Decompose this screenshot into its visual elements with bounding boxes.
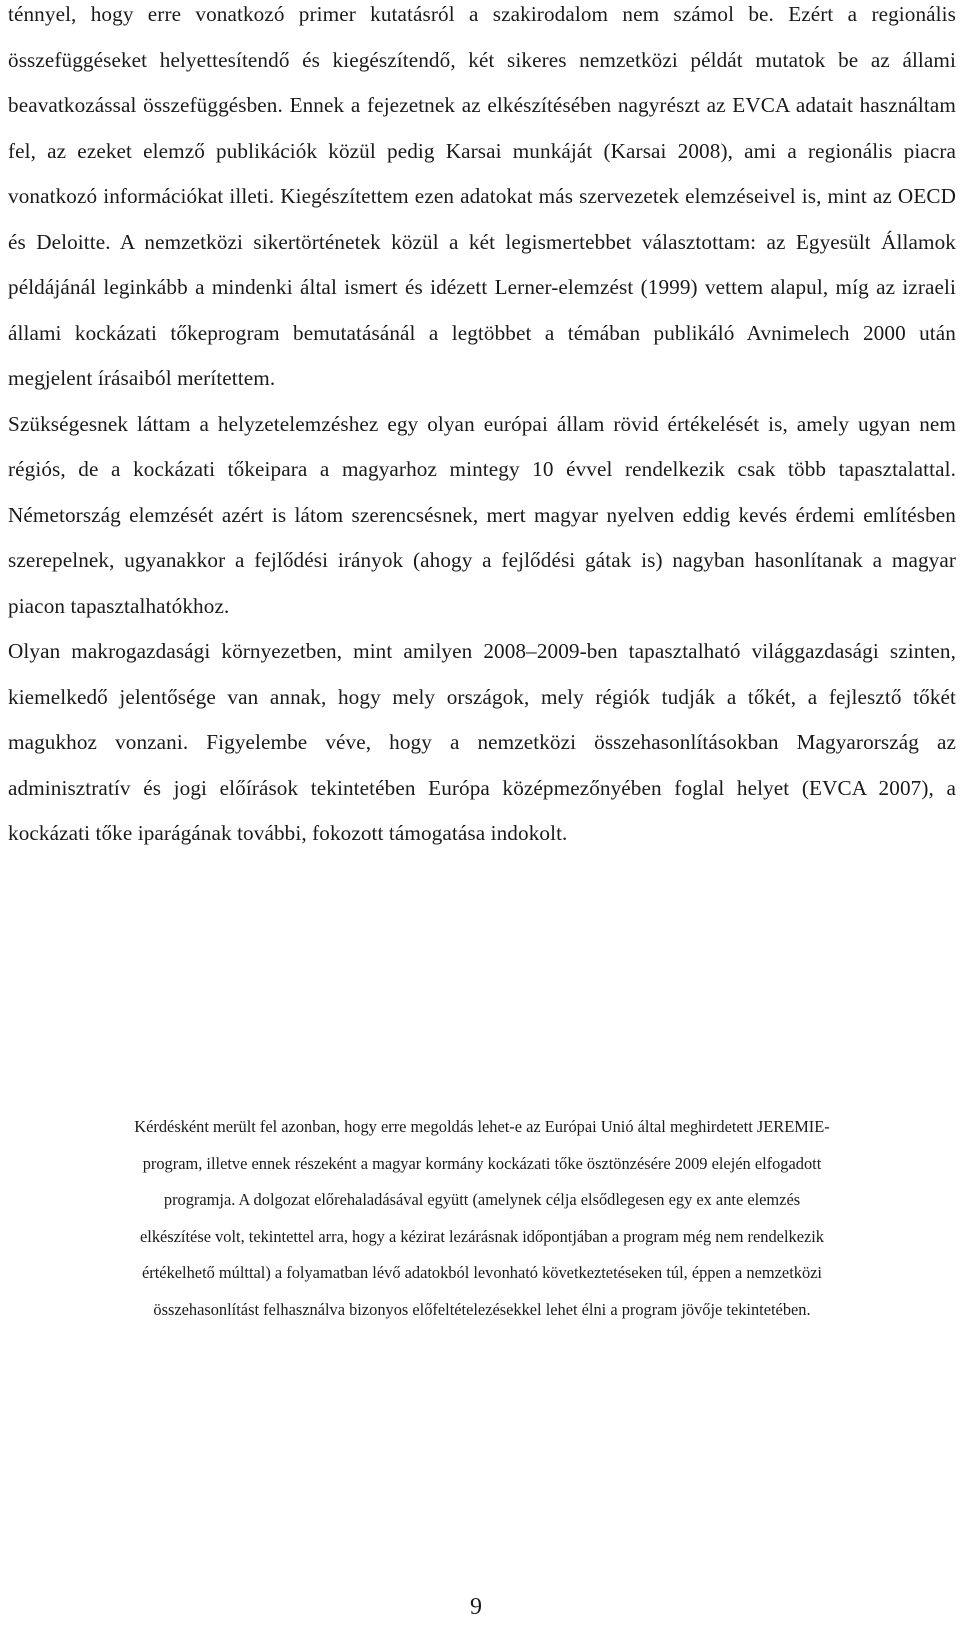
body-text bbox=[8, 0, 956, 857]
note-line-1: Kérdésként merült fel azonban, hogy erre megoldás lehet-e az Európai Unió által meghirdetett JEREMIE- bbox=[134, 1117, 830, 1136]
note-line-3: programja. A dolgozat előrehaladásával együtt (amelynek célja elsődlegesen egy ex ante elemzés bbox=[163, 1190, 801, 1210]
note-line-6: összehasonlítást felhasználva bizonyos előfeltételezésekkel lehet élni a program jövője tekintetében. bbox=[153, 1299, 811, 1319]
page-number: 9 bbox=[470, 1594, 482, 1620]
body-paragraph-3: Olyan makrogazdasági környezetben, mint amilyen 2008–2009-ben tapasztalható világgazdasági szinten, kiemelkedő jelentősége van annak, hogy mely országok, mely régiók tudják a tőkét, a fejlesztő tőkét magukhoz vonzani. Figyelembe véve, hogy a nemzetközi összehasonlításokban Magyarország az adminisztratív és jogi előírások tekintetében Európa középmezőnyében foglal helyet (EVCA 2007), a kockázati tőke iparágának további, fokozott támogatása indokolt. bbox=[8, 639, 956, 845]
body-paragraph-2: Szükségesnek láttam a helyzetelemzéshez egy olyan európai állam rövid értékelését is, amely ugyan nem régiós, de a kockázati tőkeipara a magyarhoz mintegy 10 évvel rendelkezik csak több tapasztalattal. Németország elemzését azért is látom szerencsésnek, mert magyar nyelven eddig kevés érdemi említésben szerepelnek, ugyanakkor a fejlődési irányok (ahogy a fejlődési gátak is) nagyban hasonlítanak a magyar piacon tapasztalhatókhoz. bbox=[8, 411, 956, 618]
centered-note bbox=[8, 1109, 956, 1329]
note-line-5: értékelhető múlttal) a folyamatban lévő adatokból levonható következtetéseken túl, éppen a nemzetközi bbox=[142, 1263, 822, 1283]
note-line-4: elkészítése volt, tekintettel arra, hogy a kézirat lezárásnak időpontjában a program még nem rendelkezik bbox=[139, 1226, 825, 1246]
note-line-2: program, illetve ennek részeként a magyar kormány kockázati tőke ösztönzésére 2009 elején elfogadott bbox=[142, 1153, 822, 1173]
body-paragraph-1: ténnyel, hogy erre vonatkozó primer kutatásról a szakirodalom nem számol be. Ezért a regionális összefüggéseket helyettesítendő és kiegészítendő, két sikeres nemzetközi példát mutatok be az állami beavatkozással összefüggésben. Ennek a fejezetnek az elkészítésében nagyrészt az EVCA adatait használtam fel, az ezeket elemző publikációk közül pedig Karsai munkáját (Karsai 2008), ami a regionális piacra vonatkozó információkat illeti. Kiegészítettem ezen adatokat más szervezetek elemzéseivel is, mint az OECD és Deloitte. A nemzetközi sikertörténetek közül a két legismertebbet választottam: az Egyesült Államok példájánál leginkább a mindenki által ismert és idézett Lerner-elemzést (1999) vettem alapul, míg az izraeli állami kockázati tőkeprogram bemutatásánál a legtöbbet a témában publikáló Avnimelech 2000 után megjelent írásaiból merítettem. bbox=[8, 2, 956, 390]
